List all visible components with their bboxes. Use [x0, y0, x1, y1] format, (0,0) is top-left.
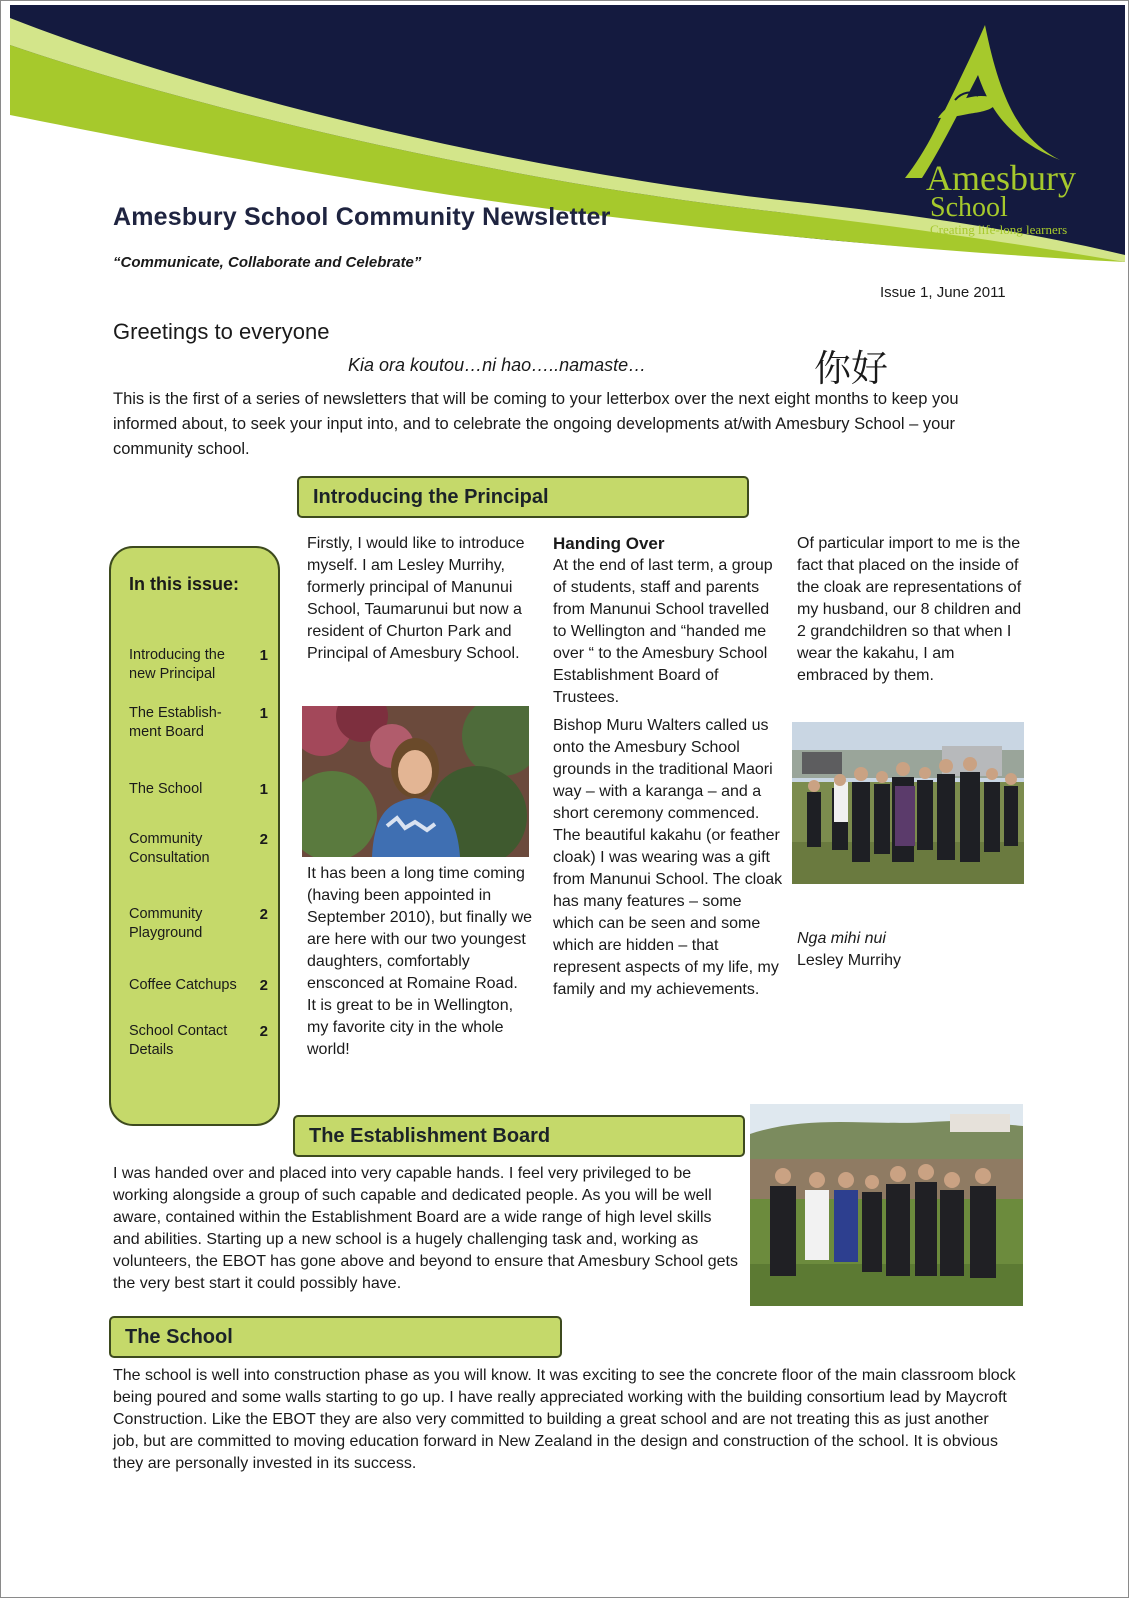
toc-label: The Establish-ment Board [129, 705, 222, 740]
toc-page: 1 [259, 647, 268, 664]
toc-item[interactable] [129, 646, 271, 684]
toc-page: 2 [259, 977, 268, 994]
newsletter-motto: “Communicate, Collaborate and Celebrate” [113, 254, 422, 271]
principal-intro-text: Firstly, I would like to introduce myself. I am Lesley Murrihy, formerly principal of Manunui School, Taumarunui but now a resident of Churton Park and Principal of Amesbury School. [307, 535, 525, 662]
school-text: The school is well into construction phase as you will know. It was exciting to see the concrete floor of the main classroom block being poured and some walls starting to go up. I have really appreciated working with the building consortium lead by Maycroft Construction. Like the EBOT they are also very committed to building a great school and are not treating this as just another job, but are committed to moving education forward in New Zealand in the design and construction of the school. It is obvious they are personally invested in its success. [113, 1367, 1016, 1472]
greeting-line: Kia ora koutou…ni hao…..namaste… [348, 355, 647, 375]
logo-school: School [930, 192, 1008, 223]
greeting-heading: Greetings to everyone [113, 319, 330, 344]
section-heading-principal: Introducing the Principal [297, 476, 749, 518]
section-heading-school: The School [109, 1316, 562, 1358]
principal-photo [302, 706, 529, 857]
intro-paragraph: This is the first of a series of newsletters that will be coming to your letterbox over the next eight months to keep you informed about, to seek your input into, and to celebrate the ongoing developments at/with Amesbury School – your community school. [113, 390, 959, 458]
toc-label: Community Playground [129, 906, 203, 941]
toc-item[interactable] [129, 704, 271, 742]
board-text: I was handed over and placed into very capable hands. I feel very privileged to be working alongside a group of such capable and dedicated people. As you will be well aware, contained within the Establishment Board are a wide range of high level skills and abilities. Starting up a new school is a hugely challenging task and, working as volunteers, the EBOT has gone above and beyond to ensure that Amesbury School gets the very best start it could possibly have. [113, 1165, 738, 1292]
newsletter-title: Amesbury School Community Newsletter [113, 203, 611, 231]
toc-label: Coffee Catchups [129, 977, 237, 993]
in-this-issue-sidebar [109, 546, 280, 1126]
signoff-name: Lesley Murrihy [797, 952, 902, 969]
toc-label: Community Consultation [129, 831, 210, 866]
principal-column-2 [553, 533, 783, 1001]
handing-over-text: At the end of last term, a group of students, staff and parents from Manunui School travelled to Wellington and “handed me over “ to the Amesbury School Establishment Board of Trustees. [553, 557, 773, 706]
section-heading-board: The Establishment Board [293, 1115, 745, 1157]
principal-column-1 [307, 533, 533, 665]
kakahu-text: The beautiful kakahu (or feather cloak) I was wearing was a gift from Manunui School. The cloak has many features – some which can be seen and some which are hidden – that represent aspects of my life, my family and my achievements. [553, 827, 783, 998]
group-photo [792, 722, 1024, 884]
cloak-text: Of particular import to me is the fact that placed on the inside of the cloak are representations of my husband, our 8 children and 2 grandchildren so that when I wear the kakahu, I am embraced by them. [797, 535, 1022, 684]
signoff-greeting: Nga mihi nui [797, 930, 886, 947]
toc-page: 2 [259, 1023, 268, 1040]
signoff [797, 928, 901, 972]
ceremony-text: Bishop Muru Walters called us onto the Amesbury School grounds in the traditional Maori way – with a karanga – and a short ceremony commenced. [553, 717, 773, 822]
board-photo [750, 1104, 1023, 1306]
toc-label: School Contact Details [129, 1023, 228, 1058]
toc-item[interactable] [129, 976, 271, 995]
toc-page: 2 [259, 906, 268, 923]
logo-name: Amesbury [926, 158, 1076, 198]
toc-item[interactable] [129, 830, 271, 868]
greeting-chinese: 你好 [814, 347, 888, 390]
sidebar-title: In this issue: [129, 574, 240, 594]
toc-item[interactable] [129, 905, 271, 943]
toc-page: 2 [259, 831, 268, 848]
logo-tagline: Creating life-long learners [930, 222, 1068, 237]
toc-page: 1 [259, 781, 268, 798]
issue-date: Issue 1, June 2011 [880, 284, 1006, 301]
toc-item[interactable] [129, 1022, 271, 1060]
principal-column-3 [797, 533, 1027, 687]
toc-label: Introducing the new Principal [129, 647, 225, 682]
handing-over-subhead: Handing Over [553, 534, 665, 553]
toc-page: 1 [259, 705, 268, 722]
principal-arrival-text: It has been a long time coming (having been appointed in September 2010), but finally we are here with our two youngest daughters, comfortably ensconced at Romaine Road. [307, 865, 533, 992]
principal-wellington-text: It is great to be in Wellington, my favorite city in the whole world! [307, 997, 514, 1058]
toc-label: The School [129, 781, 203, 797]
principal-column-1-continued [307, 863, 533, 1061]
toc-item[interactable] [129, 780, 271, 799]
